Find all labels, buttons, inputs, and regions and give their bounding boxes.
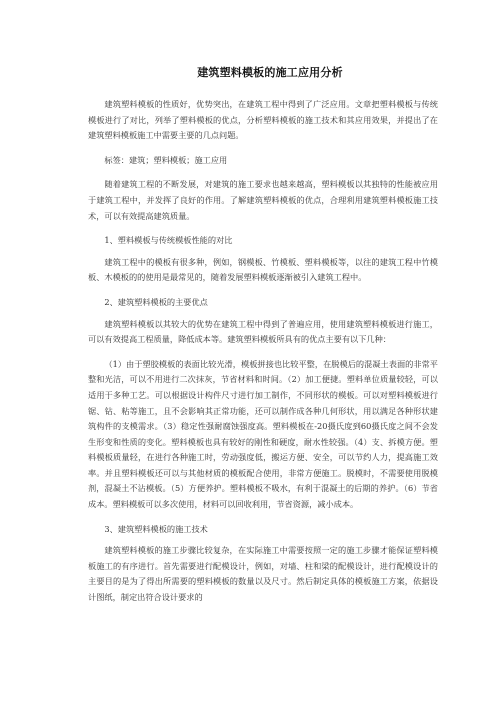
keywords-paragraph: 标签：建筑；塑料模板；施工应用: [104, 154, 228, 165]
section-1-paragraph: 建筑工程中的模板有很多种，例如，钢模板、竹模板、塑料模板等，以往的建筑工程中竹模板、木模板的的使用是最常见的，随着发展塑料模板逐渐被引入建筑工程中。: [88, 256, 438, 283]
section-2-paragraph: 建筑塑料模板以其较大的优势在建筑工程中得到了普遍应用，使用建筑塑料模板进行施工，可以有效提高工程质量，降低成本等。建筑塑料模板所具有的优点主要有以下几种：: [88, 318, 438, 345]
section-heading-1: 1、塑料模板与传统模板性能的对比: [104, 235, 233, 246]
document-title: 建筑塑料模板的施工应用分析: [197, 66, 343, 79]
section-heading-2: 2、建筑塑料模板的主要优点: [104, 296, 208, 307]
abstract-paragraph: 建筑塑料模板的性质好，优势突出，在建筑工程中得到了广泛应用。文章把塑料模板与传统模板进行了对比，列举了塑料模板的优点，分析塑料模板的施工技术和其应用效果，并提出了在建筑塑料模板施工中需要主要的几点问题。: [88, 99, 438, 141]
section-heading-3: 3、建筑塑料模板的施工技术: [104, 523, 208, 534]
section-3-paragraph: 建筑塑料模板的施工步骤比较复杂，在实际施工中需要按照一定的施工步骤才能保证塑料模板施工的有序进行。首先需要进行配模设计，例如，对墙、柱和梁的配模设计，进行配模设计的主要目的是为了得出所需要的塑料模板的数量以及尺寸。然后制定具体的模板施工方案，依据设计图纸，制定出符合设计要求的: [88, 545, 438, 603]
section-2-list-paragraph: （1）由于塑胶模板的表面比较光滑，模板拼接也比较平整，在脱模后的混凝土表面的非常平整和光洁，可以不用进行二次抹灰，节省材料和时间。（2）加工便捷。塑料单位质量较轻，可以适用于多种工艺。可以根据设计构件尺寸进行加工制作，不同形状的模板。可以对塑料模板进行锯、钻、粘等施工，且不会影响其正常功能，还可以制作成各种几何形状，用以满足各种形状建筑构件的支模需求。（3）稳定性强耐腐蚀强度高。塑料模板在-20摄氏度到60摄氏度之间不会发生形变和性质的变化。塑料模板也具有较好的刚性和硬度，耐水性较强。（4）支、拆模方便。塑料模板质量轻，在进行各种施工时，劳动强度低，搬运方便、安全，可以节约人力，提高施工效率。并且塑料模板还可以与其他材质的模板配合使用，非常方便施工。脱模时，不需要使用脱模剂，混凝土不沾模板。（5）方便养护。塑料模板不吸水，有利于混凝土的后期的养护。（6）节省成本。塑料模板可以多次使用，材料可以回收利用，节省资源，减小成本。: [88, 358, 438, 510]
intro-paragraph: 随着建筑工程的不断发展，对建筑的施工要求也越来越高，塑料模板以其独特的性能被应用于建筑工程中，并发挥了良好的作用。了解建筑塑料模板的优点，合理利用建筑塑料模板施工技术，可以有效提高建筑质量。: [88, 179, 438, 221]
